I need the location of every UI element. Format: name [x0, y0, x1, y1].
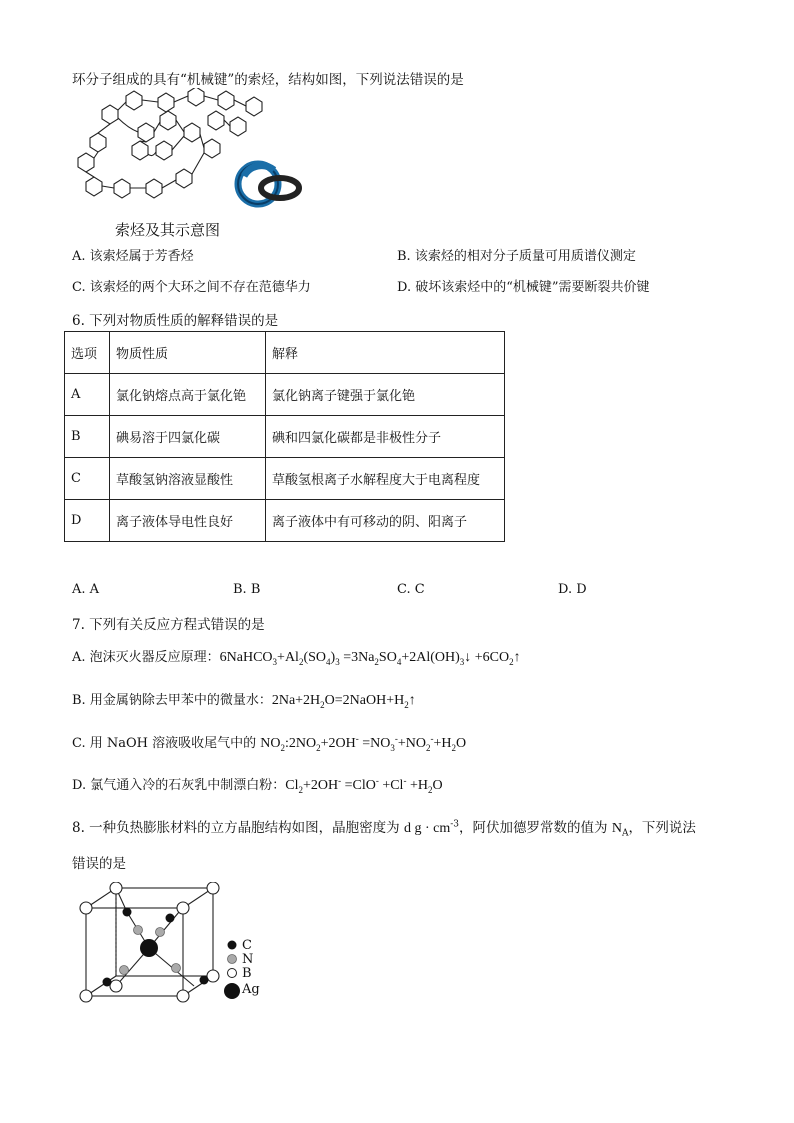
q8-stem-line1 [72, 816, 696, 839]
q8-stem-part-a: 8. 一种负热膨胀材料的立方晶胞结构如图，晶胞密度为 [72, 820, 404, 836]
q6-answer-d: D. D [558, 582, 587, 597]
q8-stem-line2: 错误的是 [72, 856, 126, 872]
legend-marker-n [228, 955, 237, 964]
b-atom [207, 882, 219, 894]
n-atom [172, 964, 181, 973]
b-atom [207, 970, 219, 982]
c-atom [200, 976, 209, 985]
b-atom [80, 990, 92, 1002]
table-cell: 氯化钠熔点高于氯化铯 [110, 374, 266, 416]
q5-option-c: C. 该索烃的两个大环之间不存在范德华力 [72, 280, 311, 295]
table-cell: B [65, 416, 110, 458]
b-atom [110, 980, 122, 992]
n-atom [156, 928, 165, 937]
n-atom [120, 966, 129, 975]
table-cell: 草酸氢根离子水解程度大于电离程度 [266, 458, 505, 500]
table-cell: D [65, 500, 110, 542]
legend-marker-b [228, 969, 237, 978]
table-cell: 离子液体导电性良好 [110, 500, 266, 542]
legend-marker-c [228, 941, 237, 950]
q8-avogadro-sub: A [621, 828, 629, 839]
catenane-figure [68, 88, 308, 218]
q7-option-d-label: D. 氯气通入冷的石灰乳中制漂白粉： [72, 778, 286, 793]
q6-answer-c: C. C [397, 582, 425, 597]
legend-label-b: B [242, 966, 252, 981]
c-atom [166, 914, 175, 923]
q8-stem-part-b: ，阿伏加德罗常数的值为 [459, 820, 612, 836]
table-row [65, 500, 505, 542]
q8-stem-part-c: ，下列说法 [628, 820, 696, 836]
q6-answer-b: B. B [233, 582, 261, 597]
b-atom [110, 882, 122, 894]
b-atom [177, 902, 189, 914]
table-cell: 碘易溶于四氯化碳 [110, 416, 266, 458]
q5-stem: 环分子组成的具有“机械键”的索烃，结构如图，下列说法错误的是 [72, 72, 464, 88]
legend-marker-ag [224, 983, 240, 999]
q8-avogadro: N [611, 821, 622, 836]
q5-figure-caption: 索烃及其示意图 [115, 221, 221, 239]
table-cell: A [65, 374, 110, 416]
q8-density-unit: d g · cm [403, 821, 451, 836]
q7-stem: 7. 下列有关反应方程式错误的是 [72, 617, 265, 633]
q7-equation-d: $Cl_2+2OH^- =ClO^- +Cl^- +H_2O$ [285, 775, 443, 795]
table-header-cell: 解释 [266, 332, 505, 374]
table-row [65, 374, 505, 416]
q6-answer-a: A. A [72, 582, 100, 597]
q7-option-b-label: B. 用金属钠除去甲苯中的微量水： [72, 693, 272, 708]
table-header-cell: 选项 [65, 332, 110, 374]
legend-label-n: N [242, 952, 254, 967]
table-header-cell: 物质性质 [110, 332, 266, 374]
q7-equation-b: $2Na+2H_2O=2NaOH+H_2↑$ [271, 693, 416, 710]
table-row [65, 458, 505, 500]
table-cell: C [65, 458, 110, 500]
q6-stem: 6. 下列对物质性质的解释错误的是 [72, 313, 279, 329]
table-row [65, 416, 505, 458]
table-cell: 草酸氢钠溶液显酸性 [110, 458, 266, 500]
q7-option-d [72, 774, 443, 795]
c-atom [103, 978, 112, 987]
q7-equation-a: $6NaHCO_3+Al_2(SO_4)_3$ $=3Na_2SO_4+2Al(OH)_3↓$ $+6CO_2↑$ [219, 650, 521, 667]
legend-markers [224, 938, 240, 1002]
n-atom [134, 926, 143, 935]
q5-option-d: D. 破坏该索烃中的“机械键”需要断裂共价键 [397, 280, 650, 295]
table-cell: 氯化钠离子键强于氯化铯 [266, 374, 505, 416]
table-cell: 碘和四氯化碳都是非极性分子 [266, 416, 505, 458]
b-atom [177, 990, 189, 1002]
q7-option-b [72, 689, 416, 710]
q7-option-c [72, 732, 466, 753]
q7-option-a [72, 646, 521, 667]
q5-option-b: B. 该索烃的相对分子质量可用质谱仪测定 [397, 249, 636, 264]
table-cell: 离子液体中有可移动的阴、阳离子 [266, 500, 505, 542]
q7-option-a-label: A. 泡沫灭火器反应原理： [72, 650, 220, 665]
unit-cell-legend [224, 938, 274, 1002]
table-header-row [65, 332, 505, 374]
ag-atom [140, 939, 158, 957]
q6-table [64, 331, 505, 542]
legend-label-c: C [242, 938, 252, 953]
legend-label-ag: Ag [242, 982, 260, 997]
q7-option-c-label: C. 用 NaOH 溶液吸收尾气中的 [72, 736, 261, 751]
b-atom [80, 902, 92, 914]
q5-option-a: A. 该索烃属于芳香烃 [72, 249, 194, 264]
c-atom [123, 908, 132, 917]
q8-density-exp: -3 [450, 819, 460, 830]
q7-equation-c: $NO_2:2NO_2+2OH^- =NO_3^-+NO_2^-+H_2O$ [260, 733, 467, 753]
